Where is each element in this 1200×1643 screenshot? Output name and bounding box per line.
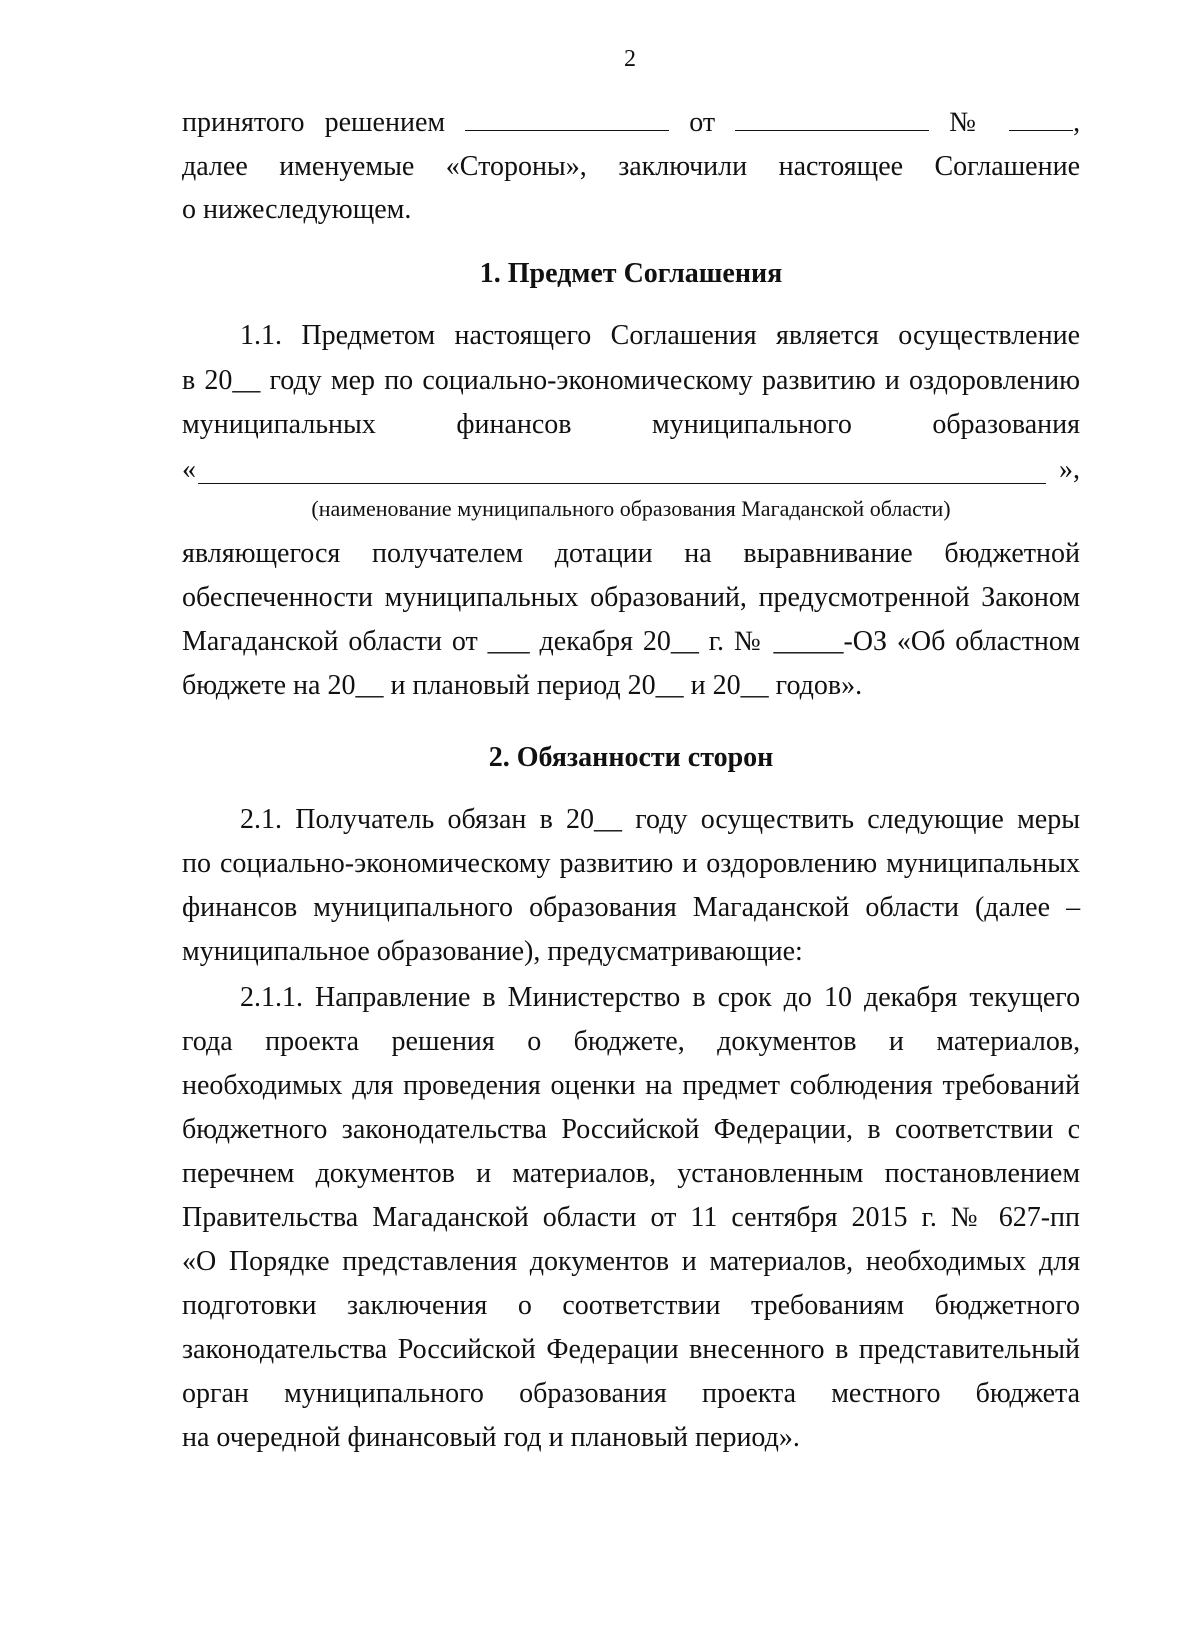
word: обеспеченности <box>182 582 373 613</box>
s1-line-5 <box>182 536 1080 572</box>
word: – <box>1066 892 1081 923</box>
word: о <box>517 1290 532 1321</box>
word: Магаданской <box>182 626 339 657</box>
word: оздоровлению <box>909 365 1080 396</box>
word: области <box>865 892 959 923</box>
word: 1.1. <box>240 320 282 351</box>
word: муниципальных <box>182 409 376 440</box>
word: году <box>269 365 322 396</box>
quote-close: », <box>1059 454 1080 485</box>
s1-caption: (наименование муниципального образования Магаданской области) <box>311 496 951 521</box>
s1-line-1 <box>240 318 1080 354</box>
word: срок <box>717 982 772 1013</box>
s2-line-2 <box>182 846 1080 882</box>
word: законодательства <box>182 1334 388 1365</box>
word: в <box>835 1334 849 1365</box>
s2-line-4: муниципальное образование), предусматривающие: <box>182 936 803 967</box>
word: , <box>1073 107 1081 138</box>
word: Магаданской <box>372 1202 529 1233</box>
word: финансов <box>182 892 298 923</box>
blank-field-decision <box>465 104 669 131</box>
word: на <box>645 1070 673 1101</box>
word: в <box>539 804 553 835</box>
s2-p2-line-8 <box>182 1288 1080 1324</box>
word: представительный <box>858 1334 1081 1365</box>
word: текущего <box>969 982 1081 1013</box>
word: бюджетного <box>182 1114 328 1145</box>
word: оздоровлению <box>706 848 878 879</box>
word: Федерации <box>546 1334 679 1365</box>
word: Федерации, <box>713 1114 853 1145</box>
word: требований <box>942 1070 1080 1101</box>
word: муниципального <box>284 1378 484 1409</box>
word: муниципального <box>313 892 514 923</box>
word: области <box>542 1202 637 1233</box>
word: документов <box>717 1026 857 1057</box>
word: Направление <box>315 982 471 1013</box>
word: муниципальных <box>886 848 1081 879</box>
word: принятого <box>182 107 305 138</box>
word: оценки <box>550 1070 636 1101</box>
word: обязан <box>447 804 527 835</box>
quote-open: « <box>182 454 196 485</box>
word: образований, <box>590 582 747 613</box>
word: постановлением <box>884 1158 1081 1189</box>
word: в 20__ <box>182 365 261 396</box>
word: орган <box>182 1378 249 1409</box>
word: 627-пп <box>998 1202 1081 1233</box>
word: соблюдения <box>789 1070 933 1101</box>
word: именуемые <box>279 151 415 182</box>
word: далее <box>182 151 248 182</box>
word: предусмотренной <box>758 582 970 613</box>
word: являющегося <box>182 538 341 569</box>
word: образования <box>529 892 677 923</box>
word: является <box>775 320 879 351</box>
word: Предметом <box>301 320 436 351</box>
word: проекта <box>265 1026 360 1057</box>
word: Российской <box>561 1114 700 1145</box>
word: Российской <box>397 1334 536 1365</box>
word: материалов, <box>512 1158 657 1189</box>
s2-p2-line-3 <box>182 1068 1080 1104</box>
word: на <box>684 538 712 569</box>
word: проекта <box>702 1378 796 1409</box>
word: 2.1.1. <box>240 982 303 1013</box>
word: № <box>733 626 764 657</box>
word: следующие <box>867 804 1004 835</box>
s1-line-7 <box>182 624 1080 660</box>
word: бюджетного <box>934 1290 1081 1321</box>
word: развитию <box>761 365 876 396</box>
word: заключения <box>347 1290 488 1321</box>
word: для <box>1038 1246 1081 1277</box>
s1-line-8: бюджете на 20__ и плановый период 20__ и 20__ годов». <box>182 670 863 701</box>
word: бюджета <box>975 1378 1081 1409</box>
word: года <box>182 1026 233 1057</box>
word: Порядке <box>228 1246 330 1277</box>
intro-line-2 <box>182 149 1080 185</box>
intro-line-1 <box>182 104 1080 141</box>
number-sign: № <box>949 107 989 138</box>
s2-p2-line-6 <box>182 1200 1080 1236</box>
word: проведения <box>403 1070 541 1101</box>
word: году <box>635 804 688 835</box>
blank-field-date <box>735 104 929 131</box>
word: от <box>451 626 478 657</box>
word: решения <box>391 1026 495 1057</box>
word: 2.1. <box>240 804 282 835</box>
word: Соглашения <box>610 320 757 351</box>
intro-line-3: о нижеследующем. <box>182 194 412 225</box>
word: и <box>888 1026 904 1057</box>
word: требованиям <box>751 1290 905 1321</box>
word: в <box>867 1114 881 1145</box>
word: о <box>527 1026 542 1057</box>
word: «Стороны», <box>445 151 587 182</box>
word: «О <box>182 1246 217 1277</box>
s1-line-6 <box>182 580 1080 616</box>
word: и <box>681 1246 697 1277</box>
section-1-heading: 1. Предмет Соглашения <box>479 258 783 289</box>
word: по <box>384 365 414 396</box>
word: «Об <box>896 626 946 657</box>
s2-p2-line-10 <box>182 1376 1080 1412</box>
word: подготовки <box>182 1290 317 1321</box>
word: необходимых <box>865 1246 1027 1277</box>
word: бюджете, <box>573 1026 685 1057</box>
word: образования <box>519 1378 667 1409</box>
s2-p2-line-7 <box>182 1244 1080 1280</box>
word: 2015 <box>851 1202 908 1233</box>
word: перечнем <box>182 1158 295 1189</box>
word: настоящее <box>778 151 904 182</box>
word: в <box>482 982 496 1013</box>
word: до <box>783 982 812 1013</box>
word: Законом <box>981 582 1081 613</box>
word: внесенного <box>689 1334 825 1365</box>
word: соответствии <box>894 1114 1054 1145</box>
word: области <box>348 626 442 657</box>
s2-p2-line-9 <box>182 1332 1080 1368</box>
word: Правительства <box>182 1202 359 1233</box>
word: № <box>950 1202 985 1233</box>
word: материалов, <box>709 1246 854 1277</box>
word: и <box>476 1158 492 1189</box>
word: установленным <box>677 1158 864 1189</box>
word: в <box>692 982 706 1013</box>
s1-line-3 <box>182 407 1080 443</box>
word: 20__ <box>566 804 623 835</box>
word: муниципального <box>652 409 852 440</box>
word: для <box>352 1070 394 1101</box>
word: декабря <box>863 982 958 1013</box>
word: решением <box>324 107 446 138</box>
word: Соглашение <box>934 151 1081 182</box>
s2-p2-line-5 <box>182 1156 1080 1192</box>
word: 10 <box>823 982 852 1013</box>
word: дотации <box>554 538 653 569</box>
word: законодательства <box>341 1114 547 1145</box>
word: заключили <box>618 151 748 182</box>
word: _____-ОЗ <box>773 626 888 657</box>
word: представления <box>342 1246 518 1277</box>
word: декабря <box>539 626 633 657</box>
word: документов <box>315 1158 455 1189</box>
word: бюджетной <box>944 538 1080 569</box>
word: социально-экономическому <box>219 848 551 879</box>
word: и <box>884 365 900 396</box>
word: развитию <box>559 848 674 879</box>
s2-p2-line-11: на очередной финансовый год и плановый период». <box>182 1422 800 1453</box>
word: и <box>682 848 698 879</box>
s1-line-2 <box>182 363 1080 399</box>
word: г. <box>708 626 725 657</box>
word: образования <box>932 409 1081 440</box>
word: Магаданской <box>692 892 850 923</box>
word: 11 <box>690 1202 718 1233</box>
word: Получатель <box>295 804 435 835</box>
word: Министерство <box>507 982 681 1013</box>
blank-field-municipality-name <box>198 483 1046 484</box>
word: выравнивание <box>743 538 913 569</box>
word: с <box>1067 1114 1081 1145</box>
word: ___ <box>487 626 530 657</box>
word: документов <box>529 1246 670 1277</box>
s2-p2-line-1 <box>240 980 1080 1016</box>
word: осуществить <box>700 804 855 835</box>
s2-line-1 <box>240 802 1080 838</box>
word: (далее <box>974 892 1051 923</box>
word: соответствии <box>562 1290 721 1321</box>
section-2-heading: 2. Обязанности сторон <box>488 742 774 773</box>
word: 20__ <box>642 626 699 657</box>
blank-field-number <box>1009 104 1073 131</box>
page-number: 2 <box>624 46 636 72</box>
word: получателем <box>371 538 524 569</box>
s2-line-3 <box>182 890 1080 926</box>
word: социально-экономическому <box>422 365 753 396</box>
word: материалов, <box>936 1026 1081 1057</box>
word: необходимых <box>182 1070 343 1101</box>
word: г. <box>921 1202 937 1233</box>
word: финансов <box>456 409 572 440</box>
word: предмет <box>682 1070 781 1101</box>
word: осуществление <box>898 320 1081 351</box>
word: сентября <box>731 1202 838 1233</box>
s2-p2-line-4 <box>182 1112 1080 1148</box>
word: местного <box>831 1378 941 1409</box>
word: настоящего <box>454 320 592 351</box>
s2-p2-line-2 <box>182 1024 1080 1060</box>
word: мер <box>330 365 376 396</box>
word: меры <box>1017 804 1081 835</box>
word: областном <box>955 626 1081 657</box>
word: от <box>689 107 716 138</box>
word: от <box>650 1202 677 1233</box>
word: муниципальных <box>384 582 579 613</box>
word: по <box>182 848 211 879</box>
